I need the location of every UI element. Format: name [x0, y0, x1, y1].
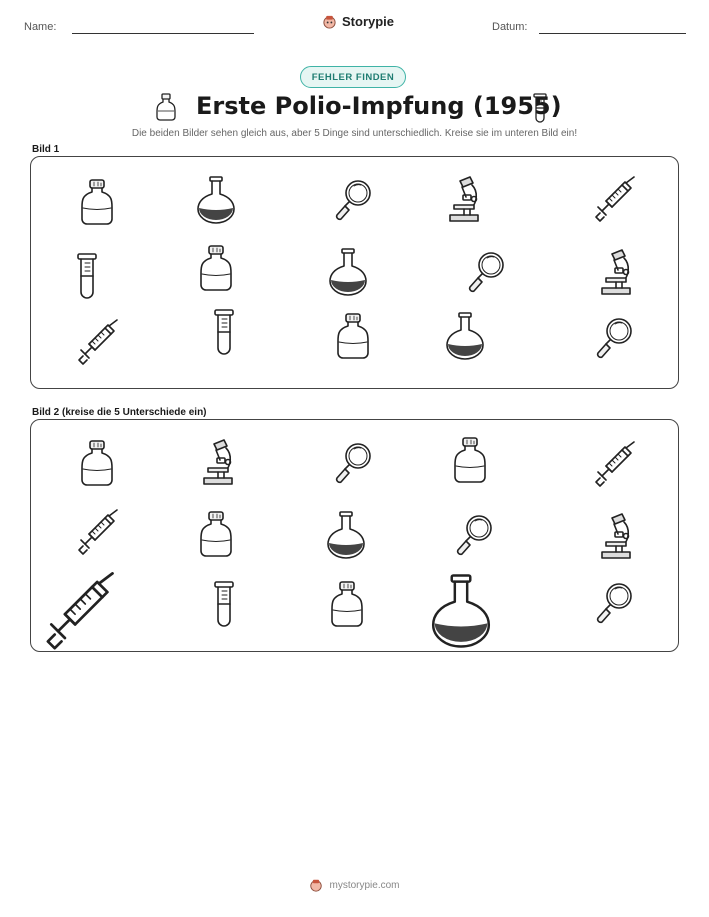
bottle-icon[interactable]: [75, 177, 119, 227]
picture-1-label: Bild 1: [32, 144, 60, 155]
name-label: Name:: [24, 21, 57, 33]
magnifier-icon[interactable]: [592, 313, 636, 363]
test-tube-icon[interactable]: [202, 308, 246, 358]
syringe-icon[interactable]: [75, 318, 119, 368]
magnifier-icon[interactable]: [592, 578, 636, 628]
syringe-icon[interactable]: [592, 440, 636, 490]
magnifier-icon[interactable]: [331, 175, 375, 225]
bottle-icon[interactable]: [194, 509, 238, 559]
magnifier-icon[interactable]: [331, 438, 375, 488]
storypie-logo-icon: [309, 878, 323, 892]
test-tube-icon[interactable]: [65, 252, 109, 302]
footer-url: mystorypie.com: [329, 879, 400, 891]
flask-icon[interactable]: [324, 510, 368, 560]
flask-icon[interactable]: [326, 247, 370, 297]
name-line[interactable]: [72, 33, 254, 34]
test-tube-icon[interactable]: [202, 580, 246, 630]
page-title: Erste Polio-Impfung (1955): [196, 92, 562, 120]
microscope-icon[interactable]: [440, 175, 484, 225]
bottle-icon[interactable]: [331, 311, 375, 361]
picture-2-label: Bild 2 (kreise die 5 Unterschiede ein): [32, 407, 207, 418]
bottle-icon[interactable]: [194, 243, 238, 293]
picture-2-panel[interactable]: [30, 419, 679, 652]
microscope-icon[interactable]: [592, 248, 636, 298]
brand-name: Storypie: [342, 14, 395, 29]
storypie-logo-icon: [322, 14, 337, 29]
bottle-icon: [154, 92, 178, 127]
bottle-icon[interactable]: [75, 438, 119, 488]
activity-badge: FEHLER FINDEN: [300, 66, 406, 88]
test-tube-icon: [530, 92, 550, 129]
flask-icon[interactable]: [194, 175, 238, 225]
flask-icon[interactable]: [443, 311, 487, 361]
brand-logo: [322, 14, 394, 29]
bottle-icon[interactable]: [448, 435, 492, 485]
microscope-icon[interactable]: [194, 438, 238, 488]
instructions: Die beiden Bilder sehen gleich aus, aber 5 Dinge sind unterschiedlich. Kreise sie im unteren Bild ein!: [131, 128, 578, 139]
magnifier-icon[interactable]: [464, 247, 508, 297]
syringe-icon[interactable]: [41, 570, 116, 655]
magnifier-icon[interactable]: [452, 510, 496, 560]
microscope-icon[interactable]: [592, 512, 636, 562]
date-line[interactable]: [539, 33, 686, 34]
title-row: [0, 92, 709, 124]
bottle-icon[interactable]: [325, 579, 369, 629]
syringe-icon[interactable]: [592, 175, 636, 225]
picture-1-panel[interactable]: [30, 156, 679, 389]
flask-icon[interactable]: [427, 572, 495, 650]
syringe-icon[interactable]: [75, 508, 119, 558]
date-label: Datum:: [492, 21, 528, 33]
footer: [0, 878, 709, 892]
